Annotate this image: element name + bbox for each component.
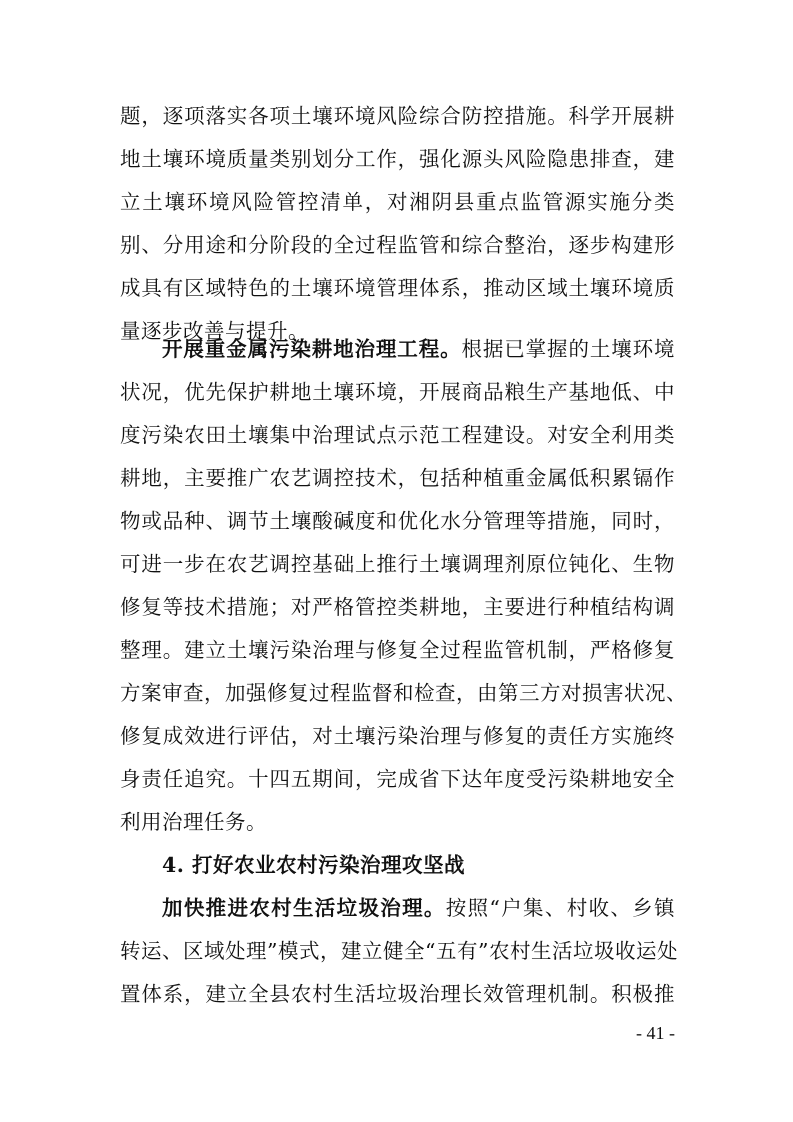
text-line: 置体系，建立全县农村生活垃圾治理长效管理机制。积极推 <box>120 982 675 1006</box>
text-line: 别、分用途和分阶段的全过程监管和综合整治，逐步构建形 <box>120 233 675 257</box>
text-line: 整理。建立土壤污染治理与修复全过程监管机制，严格修复 <box>120 638 675 662</box>
text-line: 修复等技术措施；对严格管控类耕地，主要进行种植结构调 <box>120 595 675 619</box>
text-line: 度污染农田土壤集中治理试点示范工程建设。对安全利用类 <box>120 423 675 447</box>
text-line: 成具有区域特色的土壤环境管理体系，推动区域土壤环境质 <box>120 276 675 300</box>
paragraph-text: 根据已掌握的土壤环境 <box>461 337 676 361</box>
text-line: 题，逐项落实各项土壤环境风险综合防控措施。科学开展耕 <box>120 104 675 128</box>
paragraph-heading: 加快推进农村生活垃圾治理。 <box>162 896 446 920</box>
paragraph-first-line <box>162 888 675 928</box>
text-line: 量逐步改善与提升。 <box>120 319 309 343</box>
paragraph-heading: 开展重金属污染耕地治理工程。 <box>162 337 462 361</box>
paragraph-text: 按照“户集、村收、乡镇 <box>445 896 675 920</box>
text-line: 修复成效进行评估，对土壤污染治理与修复的责任方实施终 <box>120 724 675 748</box>
text-line: 物或品种、调节土壤酸碱度和优化水分管理等措施，同时， <box>120 509 675 533</box>
text-line: 地土壤环境质量类别划分工作，强化源头风险隐患排查，建 <box>120 147 675 171</box>
section-heading: 4. 打好农业农村污染治理攻坚战 <box>162 853 466 877</box>
text-line: 利用治理任务。 <box>120 810 267 834</box>
text-line: 状况，优先保护耕地土壤环境，开展商品粮生产基地低、中 <box>120 380 675 404</box>
text-line: 立土壤环境风险管控清单，对湘阴县重点监管源实施分类 <box>120 190 675 214</box>
text-line: 耕地，主要推广农艺调控技术，包括种植重金属低积累镉作 <box>120 466 675 490</box>
text-line: 转运、区域处理”模式，建立健全“五有”农村生活垃圾收运处 <box>120 939 678 963</box>
paragraph-first-line <box>162 329 675 369</box>
text-line: 可进一步在农艺调控基础上推行土壤调理剂原位钝化、生物 <box>120 552 675 576</box>
text-line: 身责任追究。十四五期间，完成省下达年度受污染耕地安全 <box>120 767 675 791</box>
text-line: 方案审查，加强修复过程监督和检查，由第三方对损害状况、 <box>120 681 687 705</box>
page-number: - 41 - <box>636 1023 675 1043</box>
